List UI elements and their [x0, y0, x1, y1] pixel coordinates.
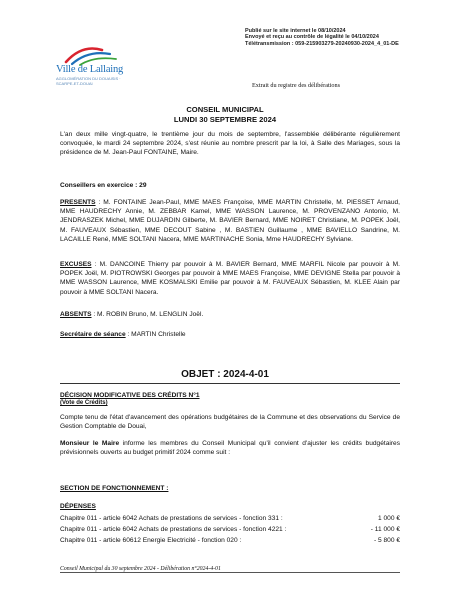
registry-extract-label: Extrait du registre des délibérations: [252, 82, 340, 89]
excuses-text: : M. DANCOINE Thierry par pouvoir à M. BAVIER Bernard, MME MARFIL Nicole par pouvoir à M. POPEK Joël, M. PIOTROWSKI Georges par pouvoir à MME MAES Françoise, MME DEVIGNE Stella par pouvoir à MME WASSON Laurence, MME KOSMALSKI Emilie par pouvoir à M. FAUVEAUX Sébastien, M. KLEE Alain par pouvoir à MME SOLTANI Nacera.: [60, 261, 400, 296]
objet-title: OBJET : 2024-4-01: [181, 369, 269, 380]
secretaire-paragraph: [60, 330, 400, 339]
divider: [60, 383, 400, 384]
logo-name: Ville de Lallaing: [56, 64, 124, 75]
compte-tenu-paragraph: Compte tenu de l'état d'avancement des opérations budgétaires de la Commune et des observations du Service de Gestion Comptable de Douai,: [60, 414, 400, 431]
excuses-label: EXCUSES: [60, 261, 92, 268]
session-date: LUNDI 30 SEPTEMBRE 2024: [173, 115, 277, 124]
row-description: Chapitre 011 - article 60612 Energie Electricité - fonction 020 :: [60, 537, 242, 544]
footer-divider: [60, 572, 400, 573]
presents-text: : M. FONTAINE Jean-Paul, MME MAES Françoise, MME MARTIN Christelle, M. PIESSET Arnaud, MME HAUDRECHY Annie, M. ZEBBAR Kamel, MME WASSON Laurence, M. PROVENZANO Antonio, M. JENDRASZEK Michel, MME DUJARDIN Gilberte, M. BAVIER Bernard, MME NOIRET Christiane, M. POPEK Joël, M. FAUVEAUX Sébastien, MME DECOUT Sabine , M. BASTIEN Guillaume , MME BAVIELLO Sandrine, M. LACAILLE René, MME SOLTANI Nacera, MME MARTINACHE Sonia, Mme HAUDRECHY Sylviane.: [60, 199, 400, 243]
presents-label: PRESENTS: [60, 199, 96, 206]
city-logo: [56, 42, 166, 102]
secretaire-text: : MARTIN Christelle: [125, 331, 186, 338]
row-amount: - 11 000 €: [370, 526, 400, 533]
decision-title: DÉCISION MODIFICATIVE DES CRÉDITS N°1: [60, 392, 200, 399]
table-row: [60, 525, 400, 534]
absents-paragraph: [60, 310, 400, 319]
excuses-paragraph: [60, 260, 400, 297]
decision-subtitle: (Vote de Crédits): [60, 400, 108, 406]
table-row: [60, 514, 400, 523]
presents-paragraph: [60, 198, 400, 244]
row-description: Chapitre 011 - article 6042 Achats de prestations de services - fonction 331 :: [60, 515, 283, 522]
maire-text: informe les membres du Conseil Municipal qu'il convient d'ajuster les crédits budgétaires prévisionnels ouverts au budget primitif 2024 comme suit :: [60, 440, 400, 457]
maire-paragraph: [60, 439, 400, 457]
table-row: [60, 536, 400, 545]
council-title: CONSEIL MUNICIPAL: [186, 105, 264, 114]
absents-label: ABSENTS: [60, 311, 92, 318]
page-footer: Conseil Municipal du 30 septembre 2024 - Délibération n°2024-4-01: [60, 566, 221, 572]
intro-paragraph: L'an deux mille vingt-quatre, le trentième jour du mois de septembre, l'assemblée délibérante régulièrement convoquée, le mardi 24 septembre 2024, s'est réunie au nombre prescrit par la loi, à Salle des Mariages, sous la présidence de M. Jean-Paul FONTAINE, Maire.: [60, 131, 400, 157]
conseillers-count: Conseillers en exercice : 29: [60, 182, 147, 189]
absents-text: : M. ROBIN Bruno, M. LENGLIN Joël.: [91, 311, 204, 318]
depenses-label: DÉPENSES: [60, 503, 96, 510]
section-title: SECTION DE FONCTIONNEMENT :: [60, 485, 169, 492]
publication-line: Télétransmission : 059-215903279-20240930-2024_4_01-DE: [245, 40, 399, 47]
maire-label: Monsieur le Maire: [60, 440, 120, 447]
publication-stamp: [245, 28, 399, 47]
secretaire-label: Secrétaire de séance: [60, 331, 126, 338]
logo-swoosh-icon: [62, 42, 122, 66]
row-amount: - 5 800 €: [373, 537, 400, 544]
row-amount: 1 000 €: [378, 515, 400, 522]
logo-tagline: AGGLOMÉRATION DU DOUAISIS · SCARPE-ET-DOUAI: [56, 76, 121, 86]
publication-line: Envoyé et reçu au contrôle de légalité le 04/10/2024: [245, 34, 379, 41]
row-description: Chapitre 011 - article 6042 Achats de prestations de services - fonction 4221 :: [60, 526, 287, 533]
publication-line: Publié sur le site internet le 08/10/2024: [245, 28, 346, 34]
